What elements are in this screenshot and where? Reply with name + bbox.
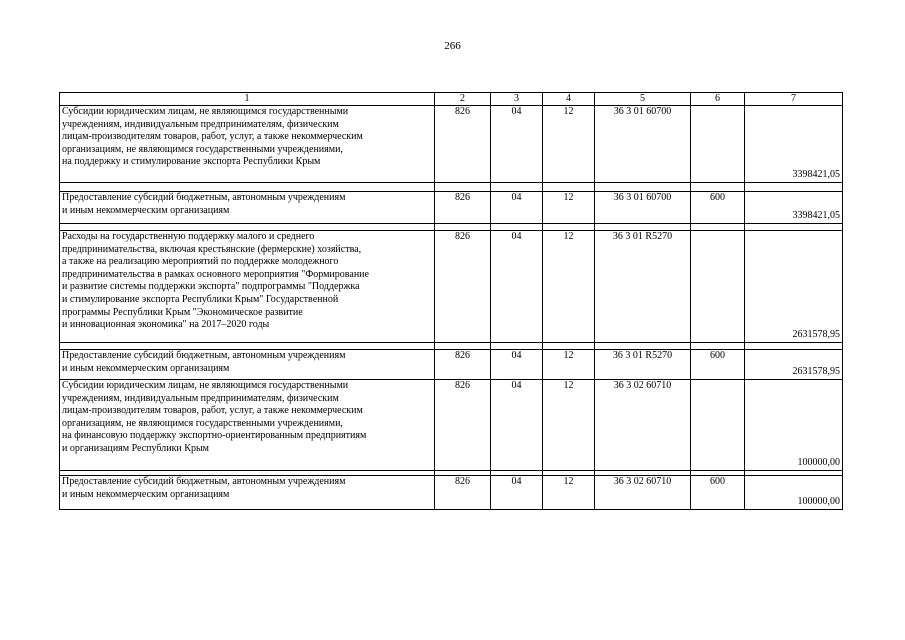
- expense-name: Предоставление субсидий бюджетным, автономным учреждениям и иным некоммерческим организациям: [60, 192, 435, 224]
- section-code: 04: [491, 476, 543, 510]
- subsection-code: 12: [543, 192, 595, 224]
- expense-name: Субсидии юридическим лицам, не являющимся государственными учреждениям, индивидуальным предпринимателям, физическим лицам-производителям товаров, работ, услуг, а также некоммерческим организациям, не являющимся государственными учреждениями, на поддержку и стимулирование экспорта Республики Крым: [60, 106, 435, 183]
- section-code: 04: [491, 231, 543, 343]
- expense-name: Расходы на государственную поддержку малого и среднего предпринимательства, включая крестьянские (фермерские) хозяйства, а также на реализацию мероприятий по поддержке молодежного предпринимательства в рамках основного мероприятия "Формирование и развитие системы поддержки экспорта" подпрограммы "Поддержка и стимулирование экспорта Республики Крым" Государственной программы Республики Крым "Экономическое развитие и инновационная экономика" на 2017–2020 годы: [60, 231, 435, 343]
- ministry-code: 826: [435, 380, 491, 471]
- table-row: [60, 476, 843, 510]
- target-article-code: 36 3 01 60700: [595, 192, 691, 224]
- column-header: 7: [745, 93, 843, 106]
- target-article-code: 36 3 02 60710: [595, 476, 691, 510]
- amount: 2631578,95: [745, 350, 843, 380]
- subsection-code: 12: [543, 350, 595, 380]
- table-row: [60, 380, 843, 471]
- target-article-code: 36 3 01 R5270: [595, 231, 691, 343]
- target-article-code: 36 3 02 60710: [595, 380, 691, 471]
- column-header: 6: [691, 93, 745, 106]
- subsection-code: 12: [543, 231, 595, 343]
- expense-type-code: [691, 106, 745, 183]
- expense-type-code: 600: [691, 192, 745, 224]
- column-header: 3: [491, 93, 543, 106]
- subsection-code: 12: [543, 380, 595, 471]
- subsection-code: 12: [543, 476, 595, 510]
- ministry-code: 826: [435, 231, 491, 343]
- expense-name: Предоставление субсидий бюджетным, автономным учреждениям и иным некоммерческим организациям: [60, 350, 435, 380]
- page-number: 266: [444, 40, 461, 52]
- table-row: [60, 106, 843, 183]
- amount: 100000,00: [745, 476, 843, 510]
- ministry-code: 826: [435, 476, 491, 510]
- amount: 3398421,05: [745, 106, 843, 183]
- expense-name: Предоставление субсидий бюджетным, автономным учреждениям и иным некоммерческим организациям: [60, 476, 435, 510]
- subsection-code: 12: [543, 106, 595, 183]
- expense-type-code: [691, 380, 745, 471]
- header-row: [60, 93, 843, 106]
- column-header: 1: [60, 93, 435, 106]
- expense-type-code: [691, 231, 745, 343]
- budget-table: [59, 92, 843, 510]
- section-code: 04: [491, 380, 543, 471]
- ministry-code: 826: [435, 106, 491, 183]
- expense-name: Субсидии юридическим лицам, не являющимся государственными учреждениям, индивидуальным предпринимателям, физическим лицам-производителям товаров, работ, услуг, а также некоммерческим организациям, не являющимся государственными учреждениями, на финансовую поддержку экспортно-ориентированным предприятиям и организациям Республики Крым: [60, 380, 435, 471]
- target-article-code: 36 3 01 R5270: [595, 350, 691, 380]
- expense-type-code: 600: [691, 350, 745, 380]
- table-row: [60, 231, 843, 343]
- ministry-code: 826: [435, 192, 491, 224]
- amount: 100000,00: [745, 380, 843, 471]
- section-code: 04: [491, 192, 543, 224]
- table-row: [60, 192, 843, 224]
- amount: 2631578,95: [745, 231, 843, 343]
- column-header: 4: [543, 93, 595, 106]
- column-header: 5: [595, 93, 691, 106]
- section-code: 04: [491, 350, 543, 380]
- target-article-code: 36 3 01 60700: [595, 106, 691, 183]
- table-row: [60, 350, 843, 380]
- ministry-code: 826: [435, 350, 491, 380]
- section-code: 04: [491, 106, 543, 183]
- expense-type-code: 600: [691, 476, 745, 510]
- amount: 3398421,05: [745, 192, 843, 224]
- column-header: 2: [435, 93, 491, 106]
